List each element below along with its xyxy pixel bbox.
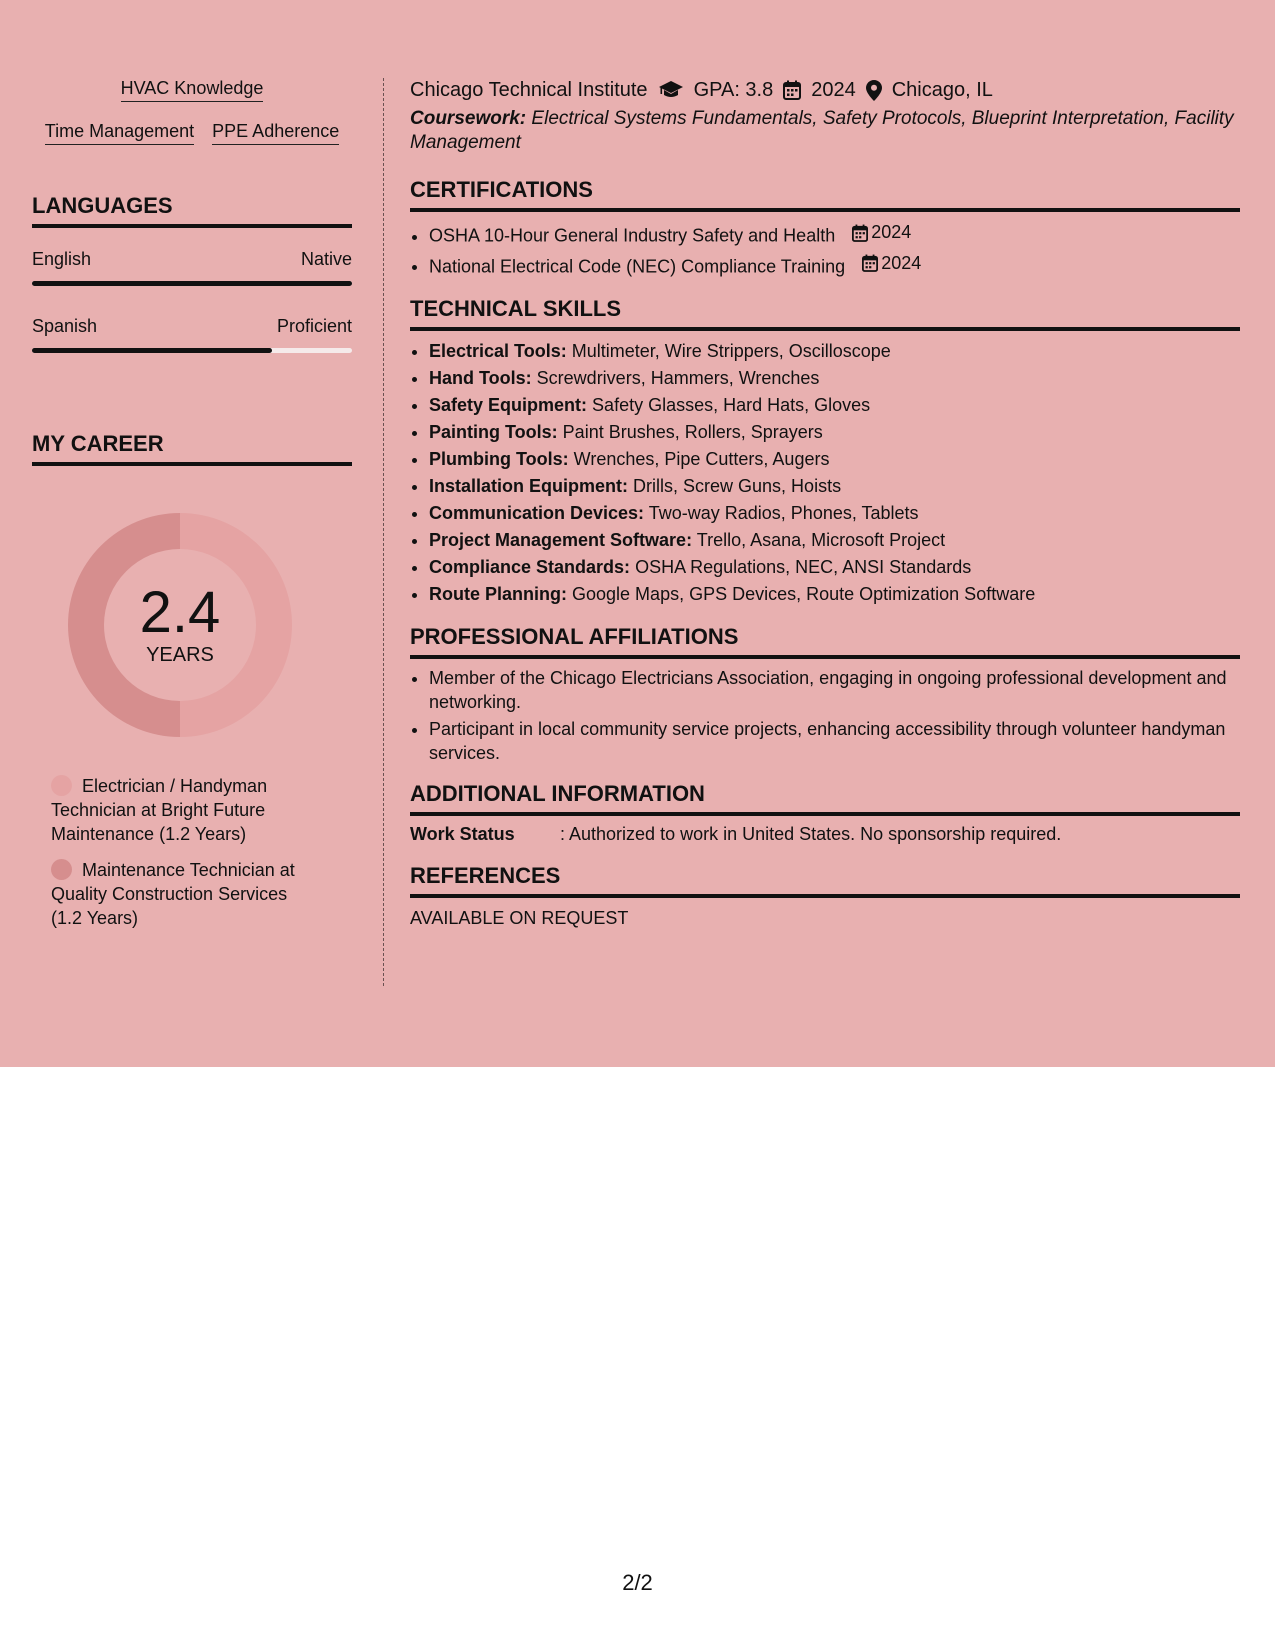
- education-location: Chicago, IL: [891, 78, 993, 101]
- language-bar-fill: [32, 281, 352, 286]
- references-text: AVAILABLE ON REQUEST: [410, 908, 629, 928]
- career-total-value: 2.4: [139, 579, 221, 645]
- legend-label: Electrician / Handyman Technician at Bright Future Maintenance (1.2 Years): [51, 776, 268, 844]
- career-total-unit: YEARS: [146, 643, 214, 666]
- technical-skills-heading: TECHNICAL SKILLS: [410, 296, 1240, 331]
- list-item: • Participant in local community service projects, enhancing accessibility through volunteer handyman services.: [429, 717, 1240, 765]
- list-item: [429, 500, 1240, 527]
- skill-label: Installation Equipment:: [429, 476, 629, 496]
- certifications-list: [410, 219, 1240, 280]
- skill-text: Wrenches, Pipe Cutters, Augers: [573, 449, 830, 469]
- skill-label: Plumbing Tools:: [429, 449, 569, 469]
- skill-row-2: [32, 121, 352, 145]
- skill-text: Screwdrivers, Hammers, Wrenches: [536, 368, 820, 388]
- technical-skills-list: [410, 338, 1240, 608]
- right-column: [410, 78, 1240, 929]
- education-line: [410, 78, 1240, 102]
- calendar-icon: [862, 254, 878, 272]
- list-item: [429, 338, 1240, 365]
- skill-label: Painting Tools:: [429, 422, 558, 442]
- skill-tag-ppe-adherence: PPE Adherence: [212, 121, 339, 145]
- career-heading: MY CAREER: [32, 431, 352, 466]
- skill-text: Safety Glasses, Hard Hats, Gloves: [592, 395, 871, 415]
- list-item: [429, 554, 1240, 581]
- list-item: [429, 250, 1240, 281]
- list-item: [429, 419, 1240, 446]
- affiliations-heading: PROFESSIONAL AFFILIATIONS: [410, 624, 1240, 659]
- skill-label: Safety Equipment:: [429, 395, 588, 415]
- affiliations-list: [410, 666, 1240, 765]
- career-donut-chart: [67, 512, 293, 738]
- graduation-cap-icon: [658, 80, 684, 100]
- legend-item: [51, 774, 321, 846]
- list-item: [429, 527, 1240, 554]
- coursework: [410, 107, 1240, 155]
- education-year: 2024: [811, 78, 856, 101]
- skill-text: Drills, Screw Guns, Hoists: [633, 476, 842, 496]
- skill-text: Two-way Radios, Phones, Tablets: [648, 503, 919, 523]
- language-name: English: [32, 249, 92, 269]
- skill-label: Compliance Standards:: [429, 557, 631, 577]
- list-item: [429, 581, 1240, 608]
- skill-label: Electrical Tools:: [429, 341, 567, 361]
- page-number: 2/2: [622, 1570, 653, 1595]
- references-heading: REFERENCES: [410, 863, 1240, 898]
- language-bar-fill: [32, 348, 272, 353]
- list-item: [429, 473, 1240, 500]
- skill-text: Trello, Asana, Microsoft Project: [696, 530, 946, 550]
- skill-label: Hand Tools:: [429, 368, 532, 388]
- language-name: Spanish: [32, 316, 98, 336]
- legend-dot: [51, 775, 72, 796]
- location-pin-icon: [866, 80, 882, 101]
- calendar-icon: [852, 224, 868, 242]
- legend-label: Maintenance Technician at Quality Construction Services (1.2 Years): [51, 860, 295, 928]
- skill-label: Communication Devices:: [429, 503, 645, 523]
- donut-center: [67, 512, 293, 738]
- skill-tag-time-management: Time Management: [45, 121, 194, 145]
- skill-row-1: [32, 78, 352, 102]
- coursework-text: Electrical Systems Fundamentals, Safety Protocols, Blueprint Interpretation, Facility Management: [410, 108, 1234, 153]
- certification-year: 2024: [881, 252, 922, 273]
- certification-name: National Electrical Code (NEC) Compliance Training: [429, 256, 846, 276]
- list-item: [429, 446, 1240, 473]
- certification-date: [852, 219, 911, 246]
- certification-date: [862, 250, 921, 277]
- education-gpa: GPA: 3.8: [693, 78, 774, 101]
- list-item: • Member of the Chicago Electricians Association, engaging in ongoing professional development and networking.: [429, 666, 1240, 714]
- certification-name: OSHA 10-Hour General Industry Safety and Health: [429, 225, 836, 246]
- language-level: Proficient: [276, 316, 352, 336]
- language-bar-track: [32, 348, 352, 353]
- skill-text: Multimeter, Wire Strippers, Oscilloscope: [571, 341, 891, 361]
- language-level: Native: [300, 249, 352, 269]
- left-column: [32, 78, 352, 942]
- calendar-icon: [783, 80, 801, 100]
- language-bar-track: [32, 281, 352, 286]
- skill-text: Google Maps, GPS Devices, Route Optimization Software: [572, 584, 1036, 604]
- skill-label: Route Planning:: [429, 584, 567, 604]
- languages-heading: LANGUAGES: [32, 193, 352, 228]
- education-school: Chicago Technical Institute: [410, 78, 648, 101]
- legend-item: [51, 858, 321, 930]
- list-item: [429, 365, 1240, 392]
- work-status-value: : Authorized to work in United States. No sponsorship required.: [560, 824, 1062, 844]
- coursework-label: Coursework:: [410, 108, 527, 129]
- column-divider: [383, 78, 384, 986]
- certifications-heading: CERTIFICATIONS: [410, 177, 1240, 212]
- skill-text: Paint Brushes, Rollers, Sprayers: [562, 422, 823, 442]
- list-item: [429, 219, 1240, 250]
- work-status-label: Work Status: [410, 824, 515, 844]
- language-item-english: [32, 249, 352, 286]
- skill-tag-hvac: HVAC Knowledge: [121, 78, 264, 102]
- certification-year: 2024: [871, 222, 912, 242]
- language-item-spanish: [32, 316, 352, 353]
- skill-text: OSHA Regulations, NEC, ANSI Standards: [635, 557, 972, 577]
- list-item: [429, 392, 1240, 419]
- skill-label: Project Management Software:: [429, 530, 693, 550]
- additional-info-heading: ADDITIONAL INFORMATION: [410, 781, 1240, 816]
- work-status-row: [410, 824, 1240, 845]
- career-legend: [51, 774, 321, 930]
- legend-dot: [51, 859, 72, 880]
